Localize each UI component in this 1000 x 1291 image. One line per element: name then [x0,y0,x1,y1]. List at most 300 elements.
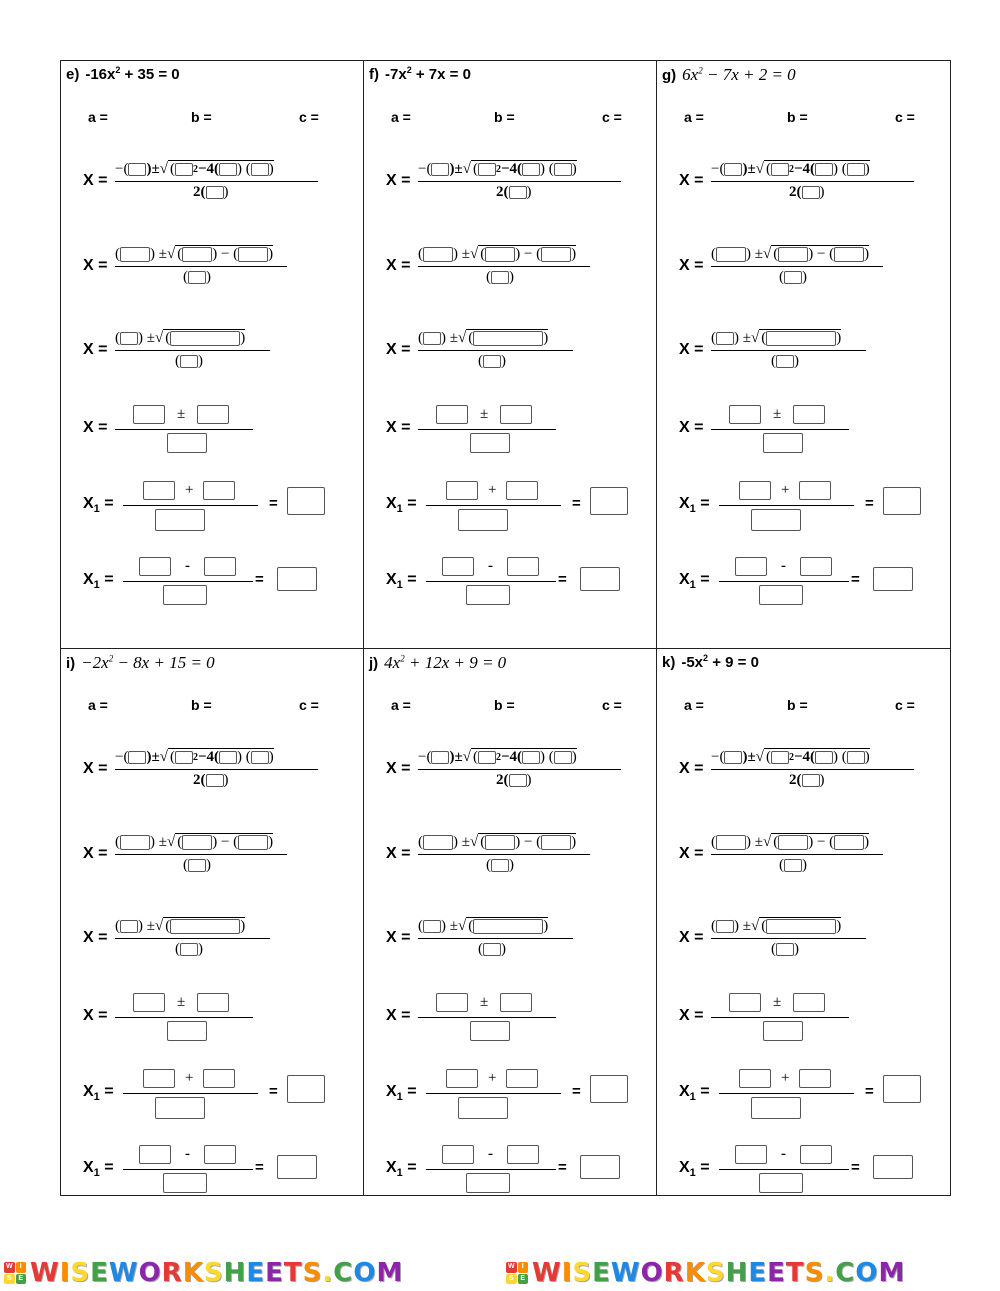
x1-letter: X [679,1159,690,1176]
plus-minus: ± [177,406,186,422]
denominator [486,269,514,286]
problem-cell-i [61,649,356,1235]
equals-sign: = [402,495,417,512]
c-box[interactable] [554,751,572,764]
denominator [466,1173,510,1193]
coef-a-label: a = [684,109,704,125]
answer-box[interactable] [188,859,206,872]
brand-letter: E [246,1258,266,1288]
math-symbol: ( [765,749,771,765]
answer-box[interactable] [238,247,268,262]
coef-a-label: a = [88,697,108,713]
math-symbol: ( [175,353,180,369]
four-ac: −4( [793,749,815,765]
answer-box[interactable] [203,1069,235,1088]
fraction-bar [115,429,253,430]
answer-box[interactable] [784,271,802,284]
plus-sign: + [488,1070,497,1086]
math-symbol: ) [509,857,514,873]
c-box[interactable] [251,751,269,764]
answer-box[interactable] [143,481,175,500]
fraction-bar [418,938,573,939]
x1-label [83,1083,114,1103]
math-symbol: ( [486,857,491,873]
numerator [739,1069,831,1088]
c-box[interactable] [251,163,269,176]
answer-box[interactable] [759,1173,803,1193]
answer-box[interactable] [133,993,165,1012]
math-symbol: ) − ( [515,834,542,850]
step-substitute [83,241,343,291]
answer-box[interactable] [182,835,212,850]
c-box[interactable] [847,163,865,176]
minus-open: −( [418,748,432,765]
denominator [458,509,508,531]
math-symbol: ) [501,941,506,957]
answer-box[interactable] [442,1145,474,1164]
answer-box[interactable] [485,247,515,262]
step-simplified [386,403,646,453]
fraction-bar [711,854,883,855]
answer-box[interactable] [182,247,212,262]
fraction-bar [115,266,287,267]
problem-cell-j [364,649,659,1235]
answer-box[interactable] [778,835,808,850]
pm-sqrt: )±√ [742,160,764,177]
math-symbol: ) [864,834,870,850]
pm-sqrt: ) ±√ [150,833,176,850]
brand-logo [4,1258,403,1288]
plus-sign: + [185,1070,194,1086]
math-symbol: ( [175,941,180,957]
x1-answer-box[interactable] [590,1075,628,1103]
answer-box[interactable] [541,247,571,262]
answer-box[interactable] [507,557,539,576]
a-box[interactable] [509,774,527,787]
discriminant-box[interactable] [766,919,836,934]
logo-letter: I [518,1262,529,1273]
math-symbol: ) [802,269,807,285]
math-symbol: ) [864,749,870,765]
answer-box[interactable] [507,1145,539,1164]
answer-box[interactable] [784,859,802,872]
numerator [115,245,273,263]
a-box[interactable] [815,163,833,176]
answer-box[interactable] [485,835,515,850]
a-box[interactable] [522,751,540,764]
denominator [759,585,803,605]
square-exponent: 2 [192,164,198,175]
numerator [711,833,869,851]
denominator [759,1173,803,1193]
pm-sqrt: )±√ [146,748,168,765]
math-symbol: ) ( [832,749,847,765]
step-simplified [83,991,343,1041]
answer-box[interactable] [470,433,510,453]
numerator [418,329,548,347]
brand-text [30,1258,403,1288]
x1-answer-box[interactable] [883,487,921,515]
answer-box[interactable] [739,1069,771,1088]
logo-letter: E [16,1274,27,1285]
answer-box[interactable] [423,920,441,933]
answer-box[interactable] [139,557,171,576]
answer-box[interactable] [155,1097,205,1119]
math-symbol: ) [268,834,274,850]
b-box[interactable] [771,751,789,764]
math-symbol: ( [165,330,171,346]
answer-box[interactable] [716,247,746,262]
numerator [442,1145,539,1164]
answer-box[interactable] [436,993,468,1012]
x1-subscript: 1 [689,1091,696,1104]
equals-sign: = [402,1083,417,1100]
answer-box[interactable] [800,1145,832,1164]
equals-sign: = [558,571,567,588]
discriminant-box[interactable] [766,331,836,346]
denominator [789,772,825,789]
discriminant-box[interactable] [170,331,240,346]
fraction-bar [418,181,621,182]
c-box[interactable] [554,163,572,176]
answer-box[interactable] [446,1069,478,1088]
numerator [711,917,841,935]
radical [175,245,273,263]
answer-box[interactable] [133,405,165,424]
a-box[interactable] [802,774,820,787]
x1-answer-box[interactable] [580,567,620,591]
x1-label [386,1083,417,1103]
answer-box[interactable] [778,247,808,262]
answer-box[interactable] [739,481,771,500]
x1-answer-box[interactable] [883,1075,921,1103]
answer-box[interactable] [751,1097,801,1119]
x1-letter: X [83,1159,94,1176]
b-box[interactable] [128,163,146,176]
equals-sign: = [695,495,710,512]
answer-box[interactable] [500,993,532,1012]
answer-box[interactable] [180,355,198,368]
answer-box[interactable] [180,943,198,956]
answer-box[interactable] [423,835,453,850]
a-box[interactable] [522,163,540,176]
math-symbol: ( [773,834,779,850]
a-box[interactable] [206,774,224,787]
answer-box[interactable] [541,835,571,850]
answer-box[interactable] [197,405,229,424]
logo-icon [4,1262,26,1284]
step-x1-minus [83,555,343,605]
answer-box[interactable] [436,405,468,424]
numerator [711,160,870,178]
fraction-bar [711,266,883,267]
radical [163,917,245,935]
equals-sign: = [695,571,710,588]
denominator [183,857,211,874]
b-box[interactable] [724,751,742,764]
x1-label [679,1159,710,1179]
discriminant-box[interactable] [170,919,240,934]
answer-box[interactable] [776,355,794,368]
answer-box[interactable] [800,557,832,576]
answer-box[interactable] [506,1069,538,1088]
coef-b-label: b = [494,109,515,125]
math-symbol: ) [819,184,825,200]
b-box[interactable] [771,163,789,176]
discriminant-box[interactable] [473,331,543,346]
b-box[interactable] [175,163,193,176]
equals-sign: = [99,1083,114,1100]
x-label: X = [386,419,411,436]
answer-box[interactable] [167,433,207,453]
answer-box[interactable] [238,835,268,850]
denominator [470,433,510,453]
problem-letter: g) [662,67,677,84]
numerator [143,481,235,500]
answer-box[interactable] [763,433,803,453]
logo-letter: S [4,1274,15,1285]
fraction-bar [115,181,318,182]
answer-box[interactable] [483,355,501,368]
problem-cell-g [657,61,952,647]
x1-label [83,1159,114,1179]
two-a: 2( [193,772,206,788]
problem-equation: $4x^2 + 12x + 9 = 0$ [384,653,507,672]
step-x1-plus [679,1067,939,1117]
answer-box[interactable] [776,943,794,956]
math-symbol: ( [183,269,188,285]
denominator [779,857,807,874]
denominator [175,941,203,958]
a-box[interactable] [219,751,237,764]
answer-box[interactable] [506,481,538,500]
x-label: X = [679,341,704,358]
math-symbol: ) [571,834,577,850]
x1-answer-box[interactable] [287,487,325,515]
brand-letter: E [265,1258,284,1288]
minus-open: −( [711,748,725,765]
answer-box[interactable] [120,920,138,933]
answer-box[interactable] [834,247,864,262]
numerator [115,833,273,851]
x1-answer-box[interactable] [277,1155,317,1179]
answer-box[interactable] [204,1145,236,1164]
denominator [496,772,532,789]
brand-letter: W [610,1258,641,1288]
answer-box[interactable] [442,557,474,576]
numerator [739,481,831,500]
denominator [771,353,799,370]
b-box[interactable] [128,751,146,764]
answer-box[interactable] [466,1173,510,1193]
math-symbol: ( [165,918,171,934]
coef-b-label: b = [787,109,808,125]
radical [175,833,273,851]
x1-answer-box[interactable] [873,567,913,591]
fraction-bar [719,1093,854,1094]
radical [771,245,869,263]
step-formula [386,156,646,206]
a-box[interactable] [206,186,224,199]
brand-letter: O [353,1258,377,1288]
x1-answer-box[interactable] [287,1075,325,1103]
b-box[interactable] [478,163,496,176]
math-symbol: ) [206,269,211,285]
answer-box[interactable] [197,993,229,1012]
plus-minus: ± [177,994,186,1010]
brand-letter: W [30,1258,60,1288]
answer-box[interactable] [470,1021,510,1041]
answer-box[interactable] [491,859,509,872]
x-label: X = [386,760,411,777]
fraction-bar [115,350,270,351]
pm-sqrt: ) ±√ [734,917,760,934]
answer-box[interactable] [120,332,138,345]
answer-box[interactable] [716,920,734,933]
fraction-bar [711,350,866,351]
b-box[interactable] [724,163,742,176]
answer-box[interactable] [735,557,767,576]
answer-box[interactable] [163,1173,207,1193]
equals-sign: = [99,571,114,588]
answer-box[interactable] [751,509,801,531]
b-box[interactable] [431,751,449,764]
denominator [486,857,514,874]
answer-box[interactable] [188,271,206,284]
x-label: X = [679,257,704,274]
answer-box[interactable] [491,271,509,284]
radical [168,748,274,766]
answer-box[interactable] [735,1145,767,1164]
answer-box[interactable] [204,557,236,576]
radical [478,245,576,263]
brand-letter: E [592,1258,611,1288]
discriminant-box[interactable] [473,919,543,934]
x1-answer-box[interactable] [580,1155,620,1179]
problem-title [369,653,506,673]
x1-label [83,495,114,515]
answer-box[interactable] [139,1145,171,1164]
four-ac: −4( [793,161,815,177]
coef-c-label: c = [895,697,915,713]
denominator [155,1097,205,1119]
answer-box[interactable] [729,405,761,424]
x1-answer-box[interactable] [590,487,628,515]
a-box[interactable] [815,751,833,764]
answer-box[interactable] [793,993,825,1012]
math-symbol: ( [115,245,120,262]
math-symbol: ) [223,184,229,200]
numerator [418,748,577,766]
a-box[interactable] [509,186,527,199]
math-symbol: ( [711,917,716,934]
x1-answer-box[interactable] [873,1155,913,1179]
x1-subscript: 1 [689,503,696,516]
c-box[interactable] [847,751,865,764]
numerator [143,1069,235,1088]
worksheet-grid [60,60,951,1196]
answer-box[interactable] [716,332,734,345]
denominator [193,772,229,789]
denominator [470,1021,510,1041]
answer-box[interactable] [834,835,864,850]
denominator [779,269,807,286]
b-box[interactable] [431,163,449,176]
numerator [729,405,825,424]
answer-box[interactable] [716,835,746,850]
equals-sign: = [851,1159,860,1176]
problem-cell-e [61,61,356,647]
b-box[interactable] [175,751,193,764]
fraction-bar [115,769,318,770]
brand-letter: H [223,1258,247,1288]
denominator [771,941,799,958]
numerator [139,1145,236,1164]
answer-box[interactable] [759,585,803,605]
answer-box[interactable] [799,1069,831,1088]
x1-answer-box[interactable] [277,567,317,591]
answer-box[interactable] [458,509,508,531]
answer-box[interactable] [793,405,825,424]
x-label: X = [83,257,108,274]
brand-letter: I [59,1258,71,1288]
answer-box[interactable] [143,1069,175,1088]
answer-box[interactable] [120,835,150,850]
equals-sign: = [572,1083,581,1100]
fraction-bar [711,1017,849,1018]
answer-box[interactable] [466,585,510,605]
radical [759,329,841,347]
brand-letter: M [878,1258,906,1288]
answer-box[interactable] [163,585,207,605]
answer-box[interactable] [155,509,205,531]
coef-a-label: a = [684,697,704,713]
numerator [139,557,236,576]
answer-box[interactable] [729,993,761,1012]
answer-box[interactable] [500,405,532,424]
answer-box[interactable] [763,1021,803,1041]
answer-box[interactable] [167,1021,207,1041]
answer-box[interactable] [458,1097,508,1119]
answer-box[interactable] [483,943,501,956]
a-box[interactable] [219,163,237,176]
numerator [436,405,532,424]
answer-box[interactable] [423,247,453,262]
equals-sign: = [572,495,581,512]
b-box[interactable] [478,751,496,764]
answer-box[interactable] [799,481,831,500]
math-symbol: ( [177,246,183,262]
math-symbol: ) [543,330,549,346]
x-label: X = [386,172,411,189]
answer-box[interactable] [446,481,478,500]
answer-box[interactable] [203,481,235,500]
coef-b-label: b = [191,109,212,125]
a-box[interactable] [802,186,820,199]
math-symbol: ( [711,329,716,346]
brand-letter: . [824,1258,836,1288]
math-symbol: ) ( [539,161,554,177]
problem-equation: $-7x^2 + 7x = 0$ [385,65,471,83]
pm-sqrt: ) ±√ [150,245,176,262]
step-formula [679,744,939,794]
brand-letter: M [376,1258,404,1288]
logo-letter: I [16,1262,27,1273]
answer-box[interactable] [120,247,150,262]
answer-box[interactable] [423,332,441,345]
step-discriminant [679,913,939,963]
fraction-bar [426,1093,561,1094]
